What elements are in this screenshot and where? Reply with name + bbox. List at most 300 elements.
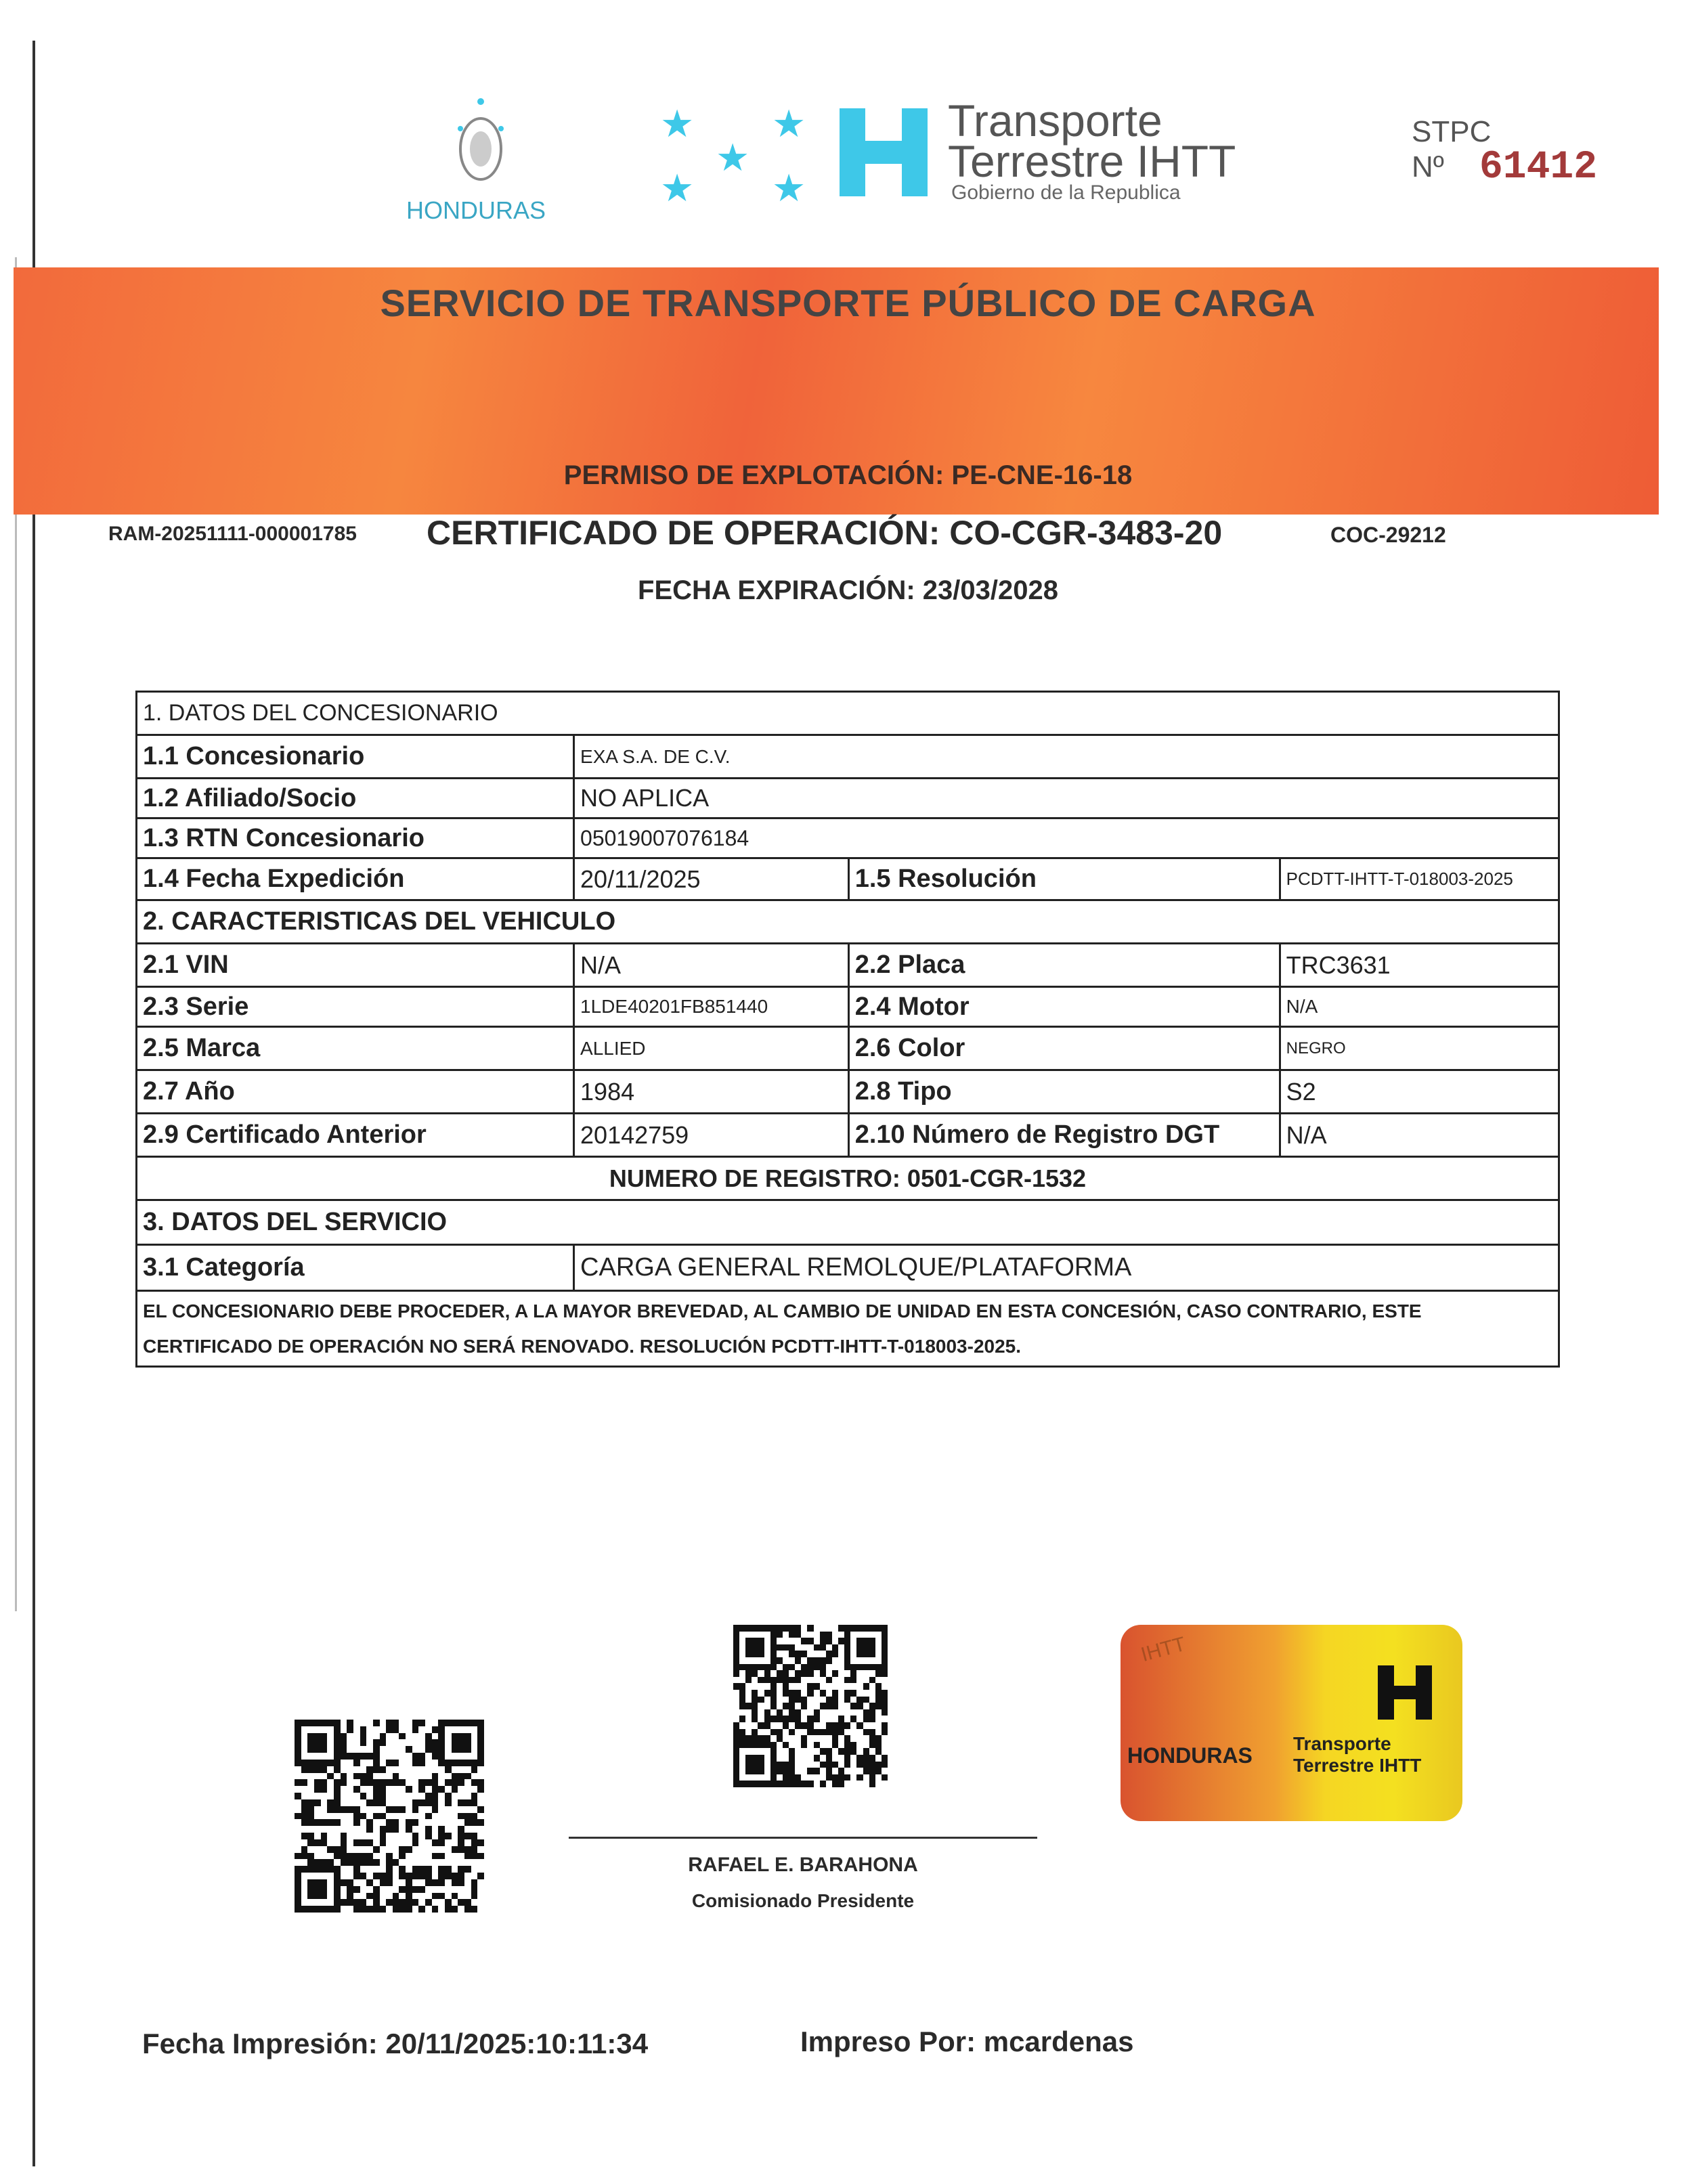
qr-module <box>783 1709 789 1716</box>
qr-module <box>733 1781 739 1787</box>
qr-module <box>301 1779 308 1786</box>
qr-module <box>399 1799 406 1806</box>
qr-module <box>334 1760 341 1766</box>
qr-module <box>301 1839 308 1846</box>
qr-module <box>380 1753 387 1760</box>
permit-number: PERMISO DE EXPLOTACIÓN: PE-CNE-16-18 <box>563 460 1133 490</box>
qr-module <box>418 1753 425 1760</box>
qr-module <box>432 1773 439 1780</box>
qr-module <box>814 1716 820 1722</box>
field-value: 05019007076184 <box>574 818 1559 858</box>
qr-module <box>360 1879 367 1886</box>
qr-module <box>366 1906 373 1913</box>
qr-module <box>406 1766 412 1773</box>
qr-module <box>464 1779 471 1786</box>
qr-module <box>301 1766 308 1773</box>
qr-module <box>432 1753 439 1760</box>
qr-module <box>334 1859 341 1866</box>
qr-module <box>801 1625 807 1632</box>
qr-module <box>770 1664 777 1671</box>
qr-module <box>801 1657 807 1664</box>
qr-module <box>869 1632 875 1638</box>
qr-module <box>399 1819 406 1826</box>
qr-module <box>752 1657 758 1664</box>
qr-module <box>820 1755 826 1762</box>
qr-module <box>425 1746 432 1753</box>
coc-number: COC-29212 <box>1330 523 1446 547</box>
qr-module <box>882 1644 888 1651</box>
qr-module <box>353 1866 360 1873</box>
qr-module <box>334 1779 341 1786</box>
qr-module <box>471 1886 478 1893</box>
qr-module <box>380 1886 387 1893</box>
qr-module <box>341 1893 347 1900</box>
qr-module <box>307 1813 314 1820</box>
qr-module <box>471 1806 478 1813</box>
qr-module <box>745 1742 752 1749</box>
qr-module <box>739 1709 745 1716</box>
qr-module <box>347 1753 353 1760</box>
brand-line1: Transporte <box>948 95 1162 146</box>
qr-module <box>406 1839 412 1846</box>
qr-module <box>314 1833 321 1839</box>
qr-module <box>360 1746 367 1753</box>
qr-module <box>412 1733 419 1740</box>
qr-module <box>764 1768 770 1774</box>
qr-module <box>733 1625 739 1632</box>
qr-module <box>458 1720 464 1726</box>
qr-module <box>844 1677 850 1684</box>
qr-module <box>745 1703 752 1709</box>
qr-module <box>838 1690 844 1697</box>
qr-module <box>838 1762 844 1768</box>
qr-module <box>783 1703 789 1709</box>
qr-module <box>438 1886 445 1893</box>
qr-module <box>745 1768 752 1774</box>
qr-module <box>807 1709 813 1716</box>
qr-module <box>814 1774 820 1781</box>
qr-module <box>406 1746 412 1753</box>
qr-module <box>477 1819 484 1826</box>
qr-module <box>783 1651 789 1657</box>
qr-module <box>856 1742 863 1749</box>
qr-module <box>801 1742 807 1749</box>
qr-module <box>295 1793 301 1799</box>
qr-module <box>438 1773 445 1780</box>
qr-module <box>418 1813 425 1820</box>
qr-module <box>393 1839 399 1846</box>
qr-module <box>380 1873 387 1879</box>
qr-module <box>295 1866 301 1873</box>
qr-module <box>295 1746 301 1753</box>
qr-module <box>360 1779 367 1786</box>
qr-module <box>464 1833 471 1839</box>
qr-module <box>418 1720 425 1726</box>
qr-module <box>795 1755 801 1762</box>
qr-module <box>752 1683 758 1690</box>
qr-module <box>752 1729 758 1736</box>
qr-module <box>295 1893 301 1900</box>
qr-module <box>826 1748 832 1755</box>
qr-module <box>445 1793 452 1799</box>
qr-module <box>366 1833 373 1839</box>
qr-module <box>882 1729 888 1736</box>
qr-module <box>418 1846 425 1853</box>
field-label: 1.5 Resolución <box>848 858 1280 900</box>
qr-module <box>875 1709 882 1716</box>
qr-module <box>438 1839 445 1846</box>
qr-module <box>393 1879 399 1886</box>
qr-module <box>334 1720 341 1726</box>
qr-module <box>795 1716 801 1722</box>
qr-module <box>777 1703 783 1709</box>
qr-module <box>366 1853 373 1860</box>
qr-module <box>393 1853 399 1860</box>
qr-module <box>353 1813 360 1820</box>
qr-module <box>445 1833 452 1839</box>
qr-module <box>826 1690 832 1697</box>
qr-module <box>314 1813 321 1820</box>
qr-module <box>418 1766 425 1773</box>
qr-module <box>739 1677 745 1684</box>
qr-module <box>752 1670 758 1677</box>
qr-module <box>314 1779 321 1786</box>
qr-module <box>334 1806 341 1813</box>
field-label: 1.4 Fecha Expedición <box>137 858 574 900</box>
qr-module <box>820 1690 826 1697</box>
qr-module <box>412 1799 419 1806</box>
qr-module <box>807 1729 813 1736</box>
qr-module <box>366 1726 373 1733</box>
qr-module <box>869 1683 875 1690</box>
qr-module <box>386 1726 393 1733</box>
qr-module <box>844 1657 850 1664</box>
stpc-label: STPC <box>1412 115 1492 148</box>
qr-module <box>882 1677 888 1684</box>
qr-module <box>875 1638 882 1644</box>
qr-module <box>745 1657 752 1664</box>
qr-module <box>399 1806 406 1813</box>
qr-module <box>875 1697 882 1703</box>
qr-module <box>307 1739 314 1746</box>
qr-module <box>360 1866 367 1873</box>
qr-module <box>869 1768 875 1774</box>
qr-module <box>801 1716 807 1722</box>
qr-module <box>438 1806 445 1813</box>
qr-module <box>327 1799 334 1806</box>
qr-module <box>838 1735 844 1742</box>
qr-module <box>764 1657 770 1664</box>
qr-module <box>801 1677 807 1684</box>
qr-module <box>733 1690 739 1697</box>
qr-module <box>850 1722 856 1729</box>
qr-module <box>341 1779 347 1786</box>
qr-module <box>764 1748 770 1755</box>
qr-module <box>321 1746 328 1753</box>
qr-module <box>783 1664 789 1671</box>
qr-module <box>882 1709 888 1716</box>
qr-module <box>863 1748 869 1755</box>
qr-module <box>807 1644 813 1651</box>
qr-module <box>425 1846 432 1853</box>
qr-module <box>844 1716 850 1722</box>
qr-module <box>777 1657 783 1664</box>
qr-module <box>327 1779 334 1786</box>
qr-module <box>341 1760 347 1766</box>
qr-module <box>425 1813 432 1820</box>
qr-module <box>745 1762 752 1768</box>
qr-module <box>327 1826 334 1833</box>
qr-module <box>373 1893 380 1900</box>
qr-module <box>477 1766 484 1773</box>
qr-module <box>770 1768 777 1774</box>
qr-module <box>301 1846 308 1853</box>
qr-module <box>418 1779 425 1786</box>
qr-module <box>758 1722 764 1729</box>
qr-module <box>471 1859 478 1866</box>
qr-module <box>307 1826 314 1833</box>
qr-module <box>314 1839 321 1846</box>
qr-module <box>445 1853 452 1860</box>
qr-module <box>850 1697 856 1703</box>
ihtt-hologram-seal <box>1121 1625 1462 1821</box>
qr-module <box>386 1779 393 1786</box>
qr-module <box>770 1735 777 1742</box>
qr-module <box>301 1739 308 1746</box>
qr-module <box>399 1873 406 1879</box>
qr-module <box>380 1866 387 1873</box>
qr-module <box>777 1670 783 1677</box>
qr-module <box>360 1833 367 1839</box>
qr-module <box>353 1753 360 1760</box>
qr-module <box>321 1786 328 1793</box>
qr-module <box>373 1720 380 1726</box>
qr-module <box>373 1826 380 1833</box>
qr-module <box>373 1839 380 1846</box>
qr-module <box>393 1893 399 1900</box>
star-icon: ★ <box>716 136 750 179</box>
qr-module <box>445 1906 452 1913</box>
qr-module <box>464 1893 471 1900</box>
qr-module <box>807 1690 813 1697</box>
qr-module <box>373 1879 380 1886</box>
qr-module <box>314 1799 321 1806</box>
qr-module <box>418 1739 425 1746</box>
qr-module <box>295 1720 301 1726</box>
qr-module <box>452 1826 458 1833</box>
qr-module <box>314 1886 321 1893</box>
qr-module <box>795 1729 801 1736</box>
qr-module <box>321 1886 328 1893</box>
qr-module <box>373 1779 380 1786</box>
qr-module <box>844 1768 850 1774</box>
qr-module <box>412 1813 419 1820</box>
qr-module <box>327 1886 334 1893</box>
qr-module <box>301 1899 308 1906</box>
qr-module <box>795 1781 801 1787</box>
qr-module <box>432 1766 439 1773</box>
qr-module <box>301 1886 308 1893</box>
qr-module <box>380 1793 387 1799</box>
brand-line3: Gobierno de la Republica <box>951 181 1181 204</box>
qr-module <box>471 1726 478 1733</box>
qr-module <box>801 1722 807 1729</box>
qr-module <box>807 1735 813 1742</box>
qr-module <box>307 1760 314 1766</box>
field-label: 3.1 Categoría <box>137 1245 574 1291</box>
qr-module <box>341 1859 347 1866</box>
qr-module <box>314 1893 321 1900</box>
qr-module <box>380 1806 387 1813</box>
qr-module <box>856 1697 863 1703</box>
qr-module <box>832 1657 838 1664</box>
qr-module <box>739 1748 745 1755</box>
qr-module <box>739 1670 745 1677</box>
qr-module <box>826 1729 832 1736</box>
qr-module <box>863 1670 869 1677</box>
qr-module <box>393 1846 399 1853</box>
qr-module <box>733 1638 739 1644</box>
qr-module <box>856 1722 863 1729</box>
qr-module <box>801 1638 807 1644</box>
qr-module <box>301 1873 308 1879</box>
qr-module <box>399 1760 406 1766</box>
qr-module <box>758 1638 764 1644</box>
qr-module <box>820 1709 826 1716</box>
qr-module <box>745 1755 752 1762</box>
qr-module <box>464 1839 471 1846</box>
qr-module <box>807 1722 813 1729</box>
qr-module <box>814 1748 820 1755</box>
qr-module <box>820 1703 826 1709</box>
qr-module <box>295 1839 301 1846</box>
qr-module <box>334 1879 341 1886</box>
qr-module <box>347 1833 353 1839</box>
qr-module <box>739 1690 745 1697</box>
qr-module <box>399 1886 406 1893</box>
qr-module <box>471 1906 478 1913</box>
qr-module <box>471 1786 478 1793</box>
qr-module <box>380 1766 387 1773</box>
qr-module <box>770 1748 777 1755</box>
qr-module <box>477 1726 484 1733</box>
qr-module <box>838 1697 844 1703</box>
qr-module <box>471 1813 478 1820</box>
qr-module <box>327 1793 334 1799</box>
qr-module <box>380 1826 387 1833</box>
qr-module <box>795 1664 801 1671</box>
qr-module <box>301 1746 308 1753</box>
qr-module <box>850 1774 856 1781</box>
qr-module <box>412 1826 419 1833</box>
qr-module <box>814 1735 820 1742</box>
qr-module <box>838 1781 844 1787</box>
qr-module <box>820 1644 826 1651</box>
qr-module <box>838 1632 844 1638</box>
qr-module <box>327 1833 334 1839</box>
qr-module <box>783 1742 789 1749</box>
qr-module <box>795 1697 801 1703</box>
qr-module <box>301 1786 308 1793</box>
qr-module <box>477 1846 484 1853</box>
qr-module <box>783 1748 789 1755</box>
qr-module <box>445 1739 452 1746</box>
qr-module <box>739 1768 745 1774</box>
qr-module <box>814 1664 820 1671</box>
qr-module <box>360 1806 367 1813</box>
qr-module <box>412 1806 419 1813</box>
qr-module <box>477 1786 484 1793</box>
qr-module <box>399 1866 406 1873</box>
qr-module <box>366 1893 373 1900</box>
qr-module <box>471 1720 478 1726</box>
qr-module <box>814 1768 820 1774</box>
renewal-notice <box>137 1291 1559 1367</box>
qr-module <box>882 1632 888 1638</box>
qr-module <box>745 1697 752 1703</box>
qr-module <box>832 1748 838 1755</box>
field-value: NEGRO <box>1280 1027 1559 1070</box>
qr-module <box>321 1819 328 1826</box>
qr-module <box>733 1670 739 1677</box>
qr-module <box>301 1760 308 1766</box>
qr-module <box>758 1625 764 1632</box>
qr-module <box>464 1826 471 1833</box>
qr-module <box>764 1729 770 1736</box>
qr-module <box>295 1826 301 1833</box>
qr-module <box>373 1813 380 1820</box>
qr-module <box>412 1839 419 1846</box>
qr-module <box>458 1773 464 1780</box>
qr-module <box>327 1899 334 1906</box>
field-label: 2.2 Placa <box>848 944 1280 987</box>
qr-module <box>739 1716 745 1722</box>
qr-module <box>789 1677 795 1684</box>
qr-module <box>820 1716 826 1722</box>
qr-module <box>438 1753 445 1760</box>
qr-module <box>801 1664 807 1671</box>
qr-module <box>386 1753 393 1760</box>
qr-module <box>869 1774 875 1781</box>
qr-module <box>739 1729 745 1736</box>
qr-module <box>850 1729 856 1736</box>
qr-module <box>321 1833 328 1839</box>
qr-module <box>412 1846 419 1853</box>
qr-module <box>452 1846 458 1853</box>
qr-module <box>393 1766 399 1773</box>
qr-module <box>406 1833 412 1839</box>
qr-module <box>295 1773 301 1780</box>
qr-module <box>814 1703 820 1709</box>
qr-module <box>844 1651 850 1657</box>
qr-module <box>826 1709 832 1716</box>
qr-module <box>445 1886 452 1893</box>
qr-module <box>301 1906 308 1913</box>
qr-module <box>432 1879 439 1886</box>
qr-module <box>301 1813 308 1820</box>
signatory-name: RAFAEL E. BARAHONA <box>688 1854 918 1876</box>
qr-module <box>844 1670 850 1677</box>
qr-module <box>814 1638 820 1644</box>
qr-module <box>844 1729 850 1736</box>
qr-module <box>380 1853 387 1860</box>
qr-module <box>789 1748 795 1755</box>
qr-module <box>393 1866 399 1873</box>
qr-module <box>807 1748 813 1755</box>
qr-module <box>850 1651 856 1657</box>
qr-module <box>882 1683 888 1690</box>
qr-module <box>739 1735 745 1742</box>
